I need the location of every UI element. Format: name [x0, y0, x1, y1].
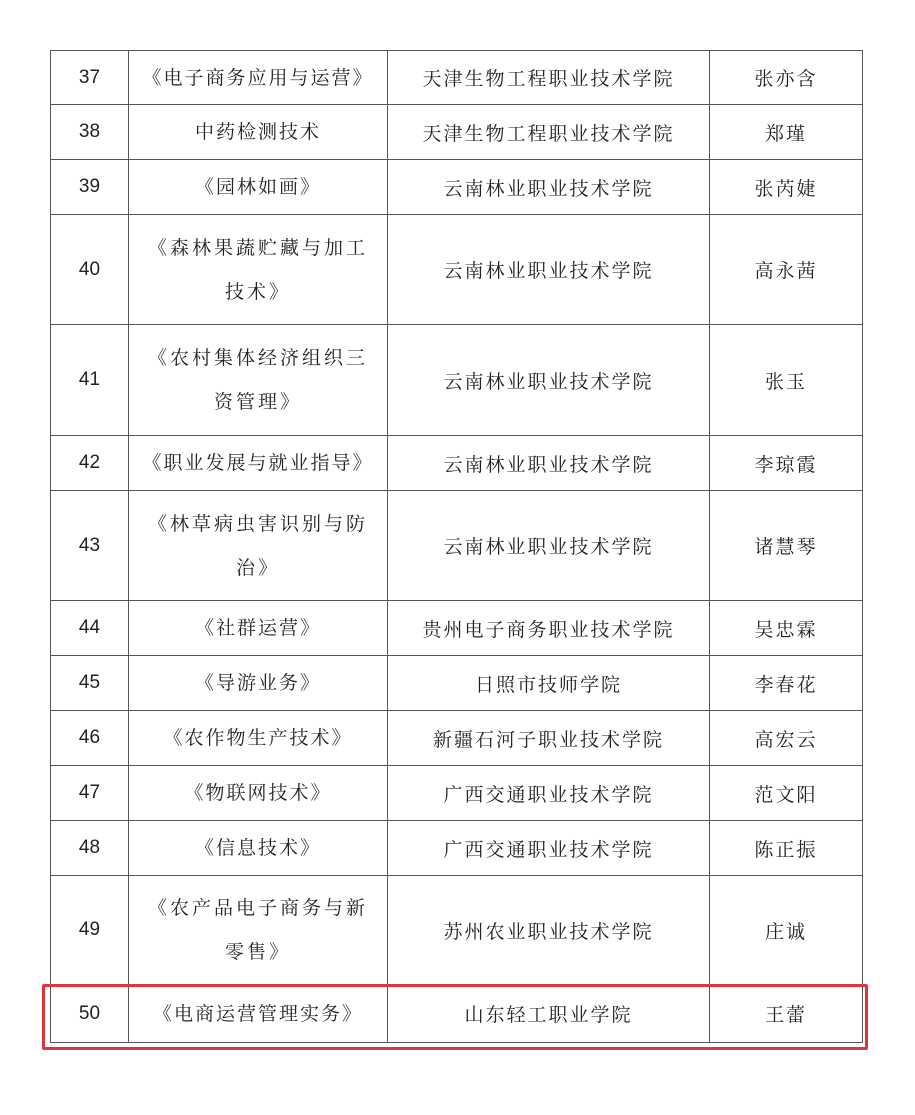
school-name: 天津生物工程职业技术学院	[388, 51, 710, 105]
course-title: 《导游业务》	[129, 656, 388, 711]
school-name: 云南林业职业技术学院	[388, 436, 710, 491]
course-title: 《森林果蔬贮藏与加工技术》	[129, 215, 388, 325]
school-name: 云南林业职业技术学院	[388, 215, 710, 325]
school-name: 天津生物工程职业技术学院	[388, 105, 710, 160]
teacher-name: 庄诚	[710, 876, 863, 985]
teacher-name: 陈正振	[710, 821, 863, 876]
row-number: 48	[51, 821, 129, 876]
row-number: 45	[51, 656, 129, 711]
table-row	[51, 51, 863, 105]
course-title: 《社群运营》	[129, 601, 388, 656]
row-number: 44	[51, 601, 129, 656]
teacher-name: 高宏云	[710, 711, 863, 766]
course-title: 《职业发展与就业指导》	[129, 436, 388, 491]
course-title: 中药检测技术	[129, 105, 388, 160]
course-title: 《电子商务应用与运营》	[129, 51, 388, 105]
row-number: 38	[51, 105, 129, 160]
table-row	[51, 215, 863, 325]
table-body	[51, 51, 863, 1043]
course-title: 《电商运营管理实务》	[129, 985, 388, 1043]
school-name: 广西交通职业技术学院	[388, 821, 710, 876]
table-row	[51, 601, 863, 656]
teacher-name: 张芮婕	[710, 160, 863, 215]
row-number: 50	[51, 985, 129, 1043]
table-row	[51, 105, 863, 160]
table-row-highlighted	[51, 985, 863, 1043]
course-title: 《农产品电子商务与新零售》	[129, 876, 388, 985]
school-name: 云南林业职业技术学院	[388, 491, 710, 601]
course-title: 《园林如画》	[129, 160, 388, 215]
school-name: 云南林业职业技术学院	[388, 325, 710, 436]
teacher-name: 诸慧琴	[710, 491, 863, 601]
teacher-name: 张玉	[710, 325, 863, 436]
row-number: 46	[51, 711, 129, 766]
table-row	[51, 821, 863, 876]
row-number: 42	[51, 436, 129, 491]
table-row	[51, 876, 863, 985]
school-name: 苏州农业职业技术学院	[388, 876, 710, 985]
teacher-name: 王蕾	[710, 985, 863, 1043]
teacher-name: 李琼霞	[710, 436, 863, 491]
row-number: 49	[51, 876, 129, 985]
school-name: 新疆石河子职业技术学院	[388, 711, 710, 766]
table-row	[51, 656, 863, 711]
row-number: 43	[51, 491, 129, 601]
row-number: 41	[51, 325, 129, 436]
row-number: 37	[51, 51, 129, 105]
teacher-name: 李春花	[710, 656, 863, 711]
teacher-name: 张亦含	[710, 51, 863, 105]
course-title: 《林草病虫害识别与防治》	[129, 491, 388, 601]
row-number: 47	[51, 766, 129, 821]
row-number: 39	[51, 160, 129, 215]
teacher-name: 郑瑾	[710, 105, 863, 160]
table-row	[51, 711, 863, 766]
school-name: 日照市技师学院	[388, 656, 710, 711]
table-row	[51, 160, 863, 215]
school-name: 广西交通职业技术学院	[388, 766, 710, 821]
row-number: 40	[51, 215, 129, 325]
table-row	[51, 491, 863, 601]
school-name: 山东轻工职业学院	[388, 985, 710, 1043]
course-table	[50, 50, 863, 1043]
school-name: 云南林业职业技术学院	[388, 160, 710, 215]
table-row	[51, 766, 863, 821]
course-title: 《农作物生产技术》	[129, 711, 388, 766]
table-row	[51, 325, 863, 436]
course-title: 《信息技术》	[129, 821, 388, 876]
teacher-name: 吴忠霖	[710, 601, 863, 656]
teacher-name: 范文阳	[710, 766, 863, 821]
course-title: 《农村集体经济组织三资管理》	[129, 325, 388, 436]
course-title: 《物联网技术》	[129, 766, 388, 821]
teacher-name: 高永茜	[710, 215, 863, 325]
table-row	[51, 436, 863, 491]
school-name: 贵州电子商务职业技术学院	[388, 601, 710, 656]
